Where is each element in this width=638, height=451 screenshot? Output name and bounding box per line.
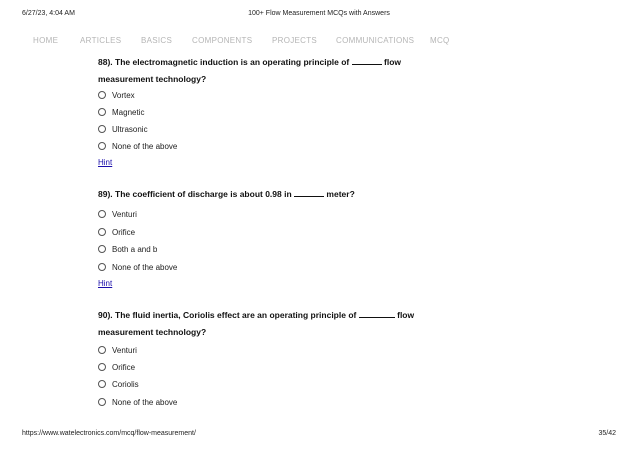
option-label: Venturi xyxy=(112,209,137,219)
nav-item-basics[interactable]: BASICS xyxy=(141,36,173,45)
question-88-stem-end: flow measurement technology? xyxy=(98,57,402,84)
option-label: None of the above xyxy=(112,141,178,151)
radio-button[interactable] xyxy=(98,210,106,218)
radio-button[interactable] xyxy=(98,228,106,236)
option-label: None of the above xyxy=(112,397,178,407)
option-none-of-the-above[interactable] xyxy=(98,140,177,152)
page-number: 35/42 xyxy=(598,430,616,437)
option-magnetic[interactable] xyxy=(98,106,144,118)
question-89-stem: 89). The coefficient of discharge is about 0.98 in xyxy=(98,189,292,199)
option-orifice[interactable] xyxy=(98,226,135,238)
option-none-of-the-above[interactable] xyxy=(98,396,177,408)
question-89-text xyxy=(98,186,428,203)
radio-button[interactable] xyxy=(98,108,106,116)
radio-button[interactable] xyxy=(98,125,106,133)
option-venturi[interactable] xyxy=(98,208,137,220)
option-label: Both a and b xyxy=(112,244,158,254)
radio-button[interactable] xyxy=(98,363,106,371)
option-label: Coriolis xyxy=(112,379,139,389)
main-nav xyxy=(0,36,638,48)
hint-link-88[interactable]: Hint xyxy=(98,158,113,167)
option-label: Orifice xyxy=(112,227,136,237)
nav-item-communications[interactable]: COMMUNICATIONS xyxy=(336,36,415,45)
question-90-text xyxy=(98,307,428,341)
page-url: https://www.watelectronics.com/mcq/flow-measurement/ xyxy=(22,430,196,437)
document-title: 100+ Flow Measurement MCQs with Answers xyxy=(248,10,390,17)
option-label: Orifice xyxy=(112,362,136,372)
question-90-stem: 90). The fluid inertia, Coriolis effect are an operating principle of xyxy=(98,310,357,320)
radio-button[interactable] xyxy=(98,91,106,99)
question-88-stem: 88). The electromagnetic induction is an operating principle of xyxy=(98,57,350,67)
nav-item-articles[interactable]: ARTICLES xyxy=(80,36,122,45)
option-label: Ultrasonic xyxy=(112,124,148,134)
radio-button[interactable] xyxy=(98,245,106,253)
option-vortex[interactable] xyxy=(98,89,135,101)
nav-item-projects[interactable]: PROJECTS xyxy=(272,36,318,45)
question-90-stem-end: flow measurement technology? xyxy=(98,310,415,337)
option-venturi[interactable] xyxy=(98,344,137,356)
question-88-text xyxy=(98,54,428,88)
radio-button[interactable] xyxy=(98,346,106,354)
option-coriolis[interactable] xyxy=(98,378,139,390)
answer-blank xyxy=(352,56,382,65)
radio-button[interactable] xyxy=(98,380,106,388)
radio-button[interactable] xyxy=(98,142,106,150)
answer-blank xyxy=(294,188,324,197)
option-both-a-and-b[interactable] xyxy=(98,243,157,255)
radio-button[interactable] xyxy=(98,263,106,271)
radio-button[interactable] xyxy=(98,398,106,406)
answer-blank xyxy=(359,309,395,318)
option-ultrasonic[interactable] xyxy=(98,123,148,135)
nav-item-components[interactable]: COMPONENTS xyxy=(192,36,253,45)
option-label: Magnetic xyxy=(112,107,145,117)
option-label: Venturi xyxy=(112,345,137,355)
question-89-stem-end: meter? xyxy=(326,189,355,199)
option-orifice[interactable] xyxy=(98,361,135,373)
nav-item-mcq[interactable]: MCQ xyxy=(430,36,450,45)
hint-link-89[interactable]: Hint xyxy=(98,279,113,288)
option-label: Vortex xyxy=(112,90,135,100)
option-label: None of the above xyxy=(112,262,178,272)
nav-item-home[interactable]: HOME xyxy=(33,36,59,45)
print-date: 6/27/23, 4:04 AM xyxy=(22,10,75,17)
option-none-of-the-above[interactable] xyxy=(98,261,177,273)
